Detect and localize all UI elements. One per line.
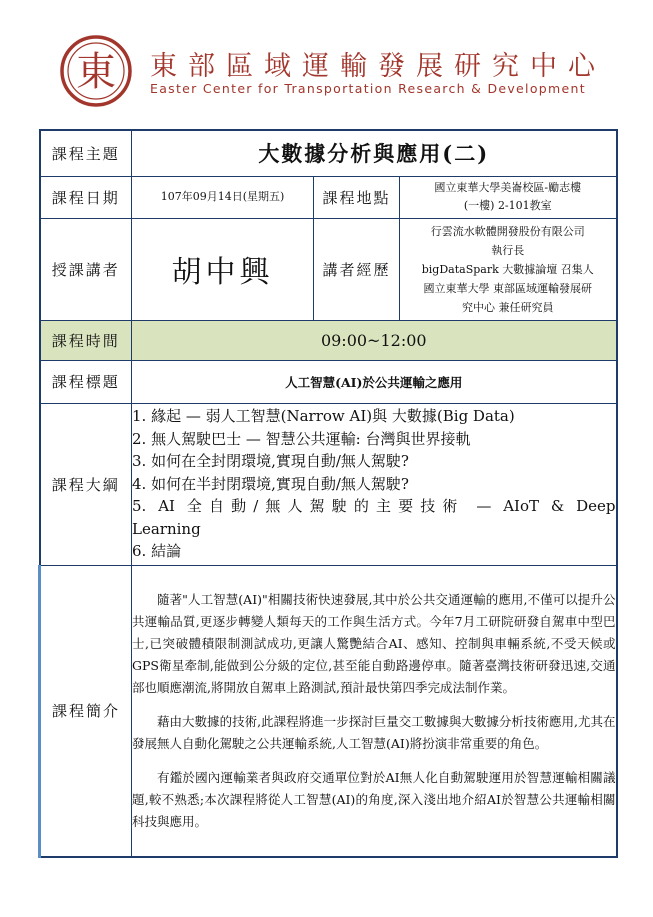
row-outline: [40, 403, 617, 565]
location-label: 課程地點: [314, 176, 400, 218]
outline-item: 3. 如何在全封閉環境,實現自動/無人駕駛?: [132, 452, 409, 471]
date-label: 課程日期: [40, 176, 132, 218]
experience-line: 行雲流水軟體開發股份有限公司: [430, 224, 585, 238]
experience-line: 究中心 兼任研究員: [462, 300, 554, 314]
outline-item: Learning: [132, 519, 201, 538]
row-teacher: [40, 218, 617, 320]
logo-char: 東: [76, 49, 116, 95]
row-date-location: [40, 176, 617, 218]
time-label: 課程時間: [40, 320, 132, 360]
course-time: 09:00~12:00: [132, 320, 617, 360]
outline-item: 1. 緣起 — 弱人工智慧(Narrow AI)與 大數據(Big Data): [132, 407, 515, 426]
intro-paragraph: 有鑑於國內運輸業者與政府交通單位對於AI無人化自動駕駛運用於智慧運輸相關議題,較不熟悉;本次課程將從人工智慧(AI)的角度,深入淺出地介紹AI於智慧公共運輸相關科技與應用。: [132, 769, 616, 829]
org-name-chinese: 東部區域運輸發展研究中心: [150, 51, 606, 82]
course-outline: [132, 403, 617, 565]
experience-line: 執行長: [491, 243, 525, 257]
outline-item: 6. 結論: [132, 542, 182, 561]
outline-label: 課程大綱: [40, 403, 132, 565]
outline-item: 5. AI 全自動/無人駕駛的主要技術 — AIoT & Deep: [132, 497, 616, 516]
teacher-experience: [400, 218, 617, 320]
teacher-label: 授課講者: [40, 218, 132, 320]
org-name-english: Easter Center for Transportation Research & Development: [150, 81, 586, 96]
intro-paragraph: 隨著"人工智慧(AI)"相關技術快速發展,其中於公共交通運輸的應用,不僅可以提升公共運輸品質,更逐步轉變人類每天的工作與生活方式。今年7月工研院研發自駕車中型巴士,已突破體積限制測試成功,更讓人驚艷結合AI、感知、控制與車輛系統,不受天候或GPS衛星牽制,能做到公分級的定位,甚至能自動路邊停車。隨著臺灣技術研發迅速,交通部也順應潮流,將開放自駕車上路測試,預計最快第四季完成法制作業。: [132, 591, 616, 695]
outline-item: 2. 無人駕駛巴士 — 智慧公共運輸: 台灣與世界接軌: [132, 429, 471, 448]
page-header: [0, 0, 653, 128]
course-intro: [132, 565, 617, 857]
teacher-name: 胡中興: [132, 218, 314, 320]
course-topic: 大數據分析與應用(二): [132, 130, 617, 176]
course-date: 107年09月14日(星期五): [132, 176, 314, 218]
location-line2: (一樓) 2-101教室: [463, 199, 552, 212]
outline-item: 4. 如何在半封閉環境,實現自動/無人駕駛?: [132, 474, 409, 493]
experience-line: 國立東華大學 東部區域運輸發展研: [423, 281, 592, 295]
row-subject: [40, 360, 617, 403]
location-line1: 國立東華大學美崙校區-勵志樓: [434, 181, 582, 194]
intro-paragraph: 藉由大數據的技術,此課程將進一步探討巨量交工數據與大數據分析技術應用,尤其在發展無人自動化駕駛之公共運輸系統,人工智慧(AI)將扮演非常重要的角色。: [132, 713, 616, 751]
subject-label: 課程標題: [40, 360, 132, 403]
course-location: [400, 176, 617, 218]
row-time: [40, 320, 617, 360]
center-logo-icon: [58, 33, 134, 109]
experience-label: 講者經歷: [314, 218, 400, 320]
topic-label: 課程主題: [40, 130, 132, 176]
intro-label: 課程簡介: [40, 565, 132, 857]
experience-line: bigDataSpark 大數據論壇 召集人: [421, 262, 594, 276]
row-intro: [40, 565, 617, 857]
course-info-table: [38, 129, 618, 858]
course-subject: 人工智慧(AI)於公共運輸之應用: [132, 360, 617, 403]
row-topic: [40, 130, 617, 176]
